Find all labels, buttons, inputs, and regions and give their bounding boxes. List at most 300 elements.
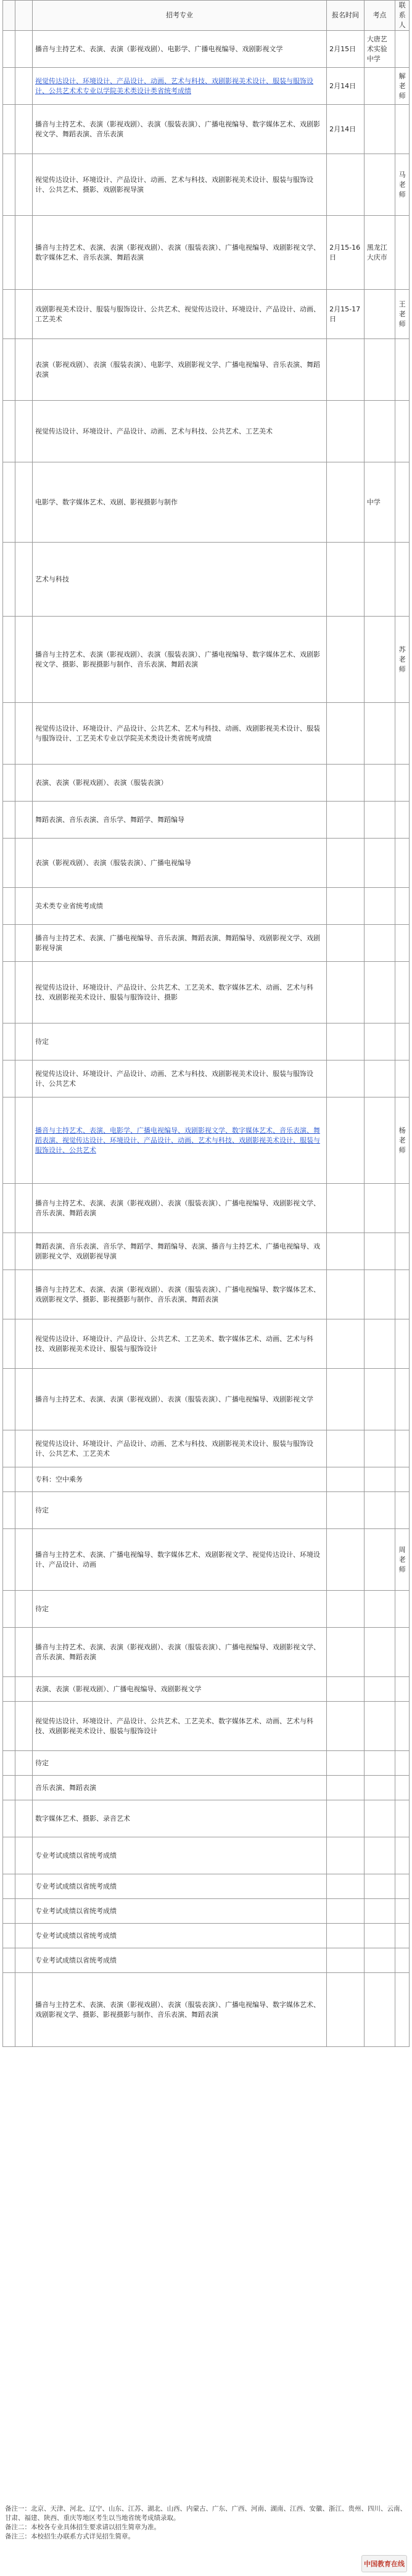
watermark-text: 中国教育在线 xyxy=(364,2560,405,2568)
row-major: 视觉传达设计、环境设计、产品设计、动画、艺术与科技、戏剧影视美术设计、服装与服饰设计、公共艺术、摄影、戏剧影视导演 xyxy=(32,154,326,216)
row-school xyxy=(15,1023,33,1060)
row-school xyxy=(15,290,33,339)
row-serial xyxy=(3,216,15,290)
row-site xyxy=(364,1270,395,1319)
row-serial xyxy=(3,617,15,703)
row-school xyxy=(15,1837,33,1874)
row-serial xyxy=(3,1369,15,1430)
table-row xyxy=(3,839,410,888)
table-row xyxy=(3,1319,410,1369)
enrollment-table xyxy=(2,0,410,2047)
row-site xyxy=(364,1097,395,1184)
row-serial xyxy=(3,703,15,765)
row-date xyxy=(327,1924,365,1948)
row-major: 播音与主持艺术、表演、广播电视编导、数字媒体艺术、戏剧影视文学、视觉传达设计、环境设计、产品设计、动画 xyxy=(32,1529,326,1591)
row-serial xyxy=(3,1751,15,1776)
row-serial xyxy=(3,1800,15,1837)
table-row xyxy=(3,1467,410,1492)
table-row xyxy=(3,339,410,401)
row-date xyxy=(327,1184,365,1233)
row-date xyxy=(327,1837,365,1874)
row-contact xyxy=(395,1467,410,1492)
row-contact: 马老师 xyxy=(395,154,410,216)
table-row xyxy=(3,703,410,765)
row-major: 视觉传达设计、环境设计、产品设计、动画、艺术与科技、戏剧影视美术设计、服装与服饰设计、公共艺术 xyxy=(32,1060,326,1097)
table-row xyxy=(3,1948,410,1973)
row-contact xyxy=(395,1184,410,1233)
row-date: 2月15-17日 xyxy=(327,290,365,339)
table-row xyxy=(3,1097,410,1184)
row-site xyxy=(364,339,395,401)
row-date xyxy=(327,1591,365,1628)
row-school xyxy=(15,1430,33,1467)
table-row xyxy=(3,1591,410,1628)
row-serial xyxy=(3,1467,15,1492)
row-date: 2月14日 xyxy=(327,68,365,105)
row-serial xyxy=(3,802,15,839)
row-major: 专业考试成绩以省统考成绩 xyxy=(32,1899,326,1924)
row-contact xyxy=(395,462,410,543)
table-row xyxy=(3,1023,410,1060)
table-row xyxy=(3,1973,410,2047)
row-school xyxy=(15,1270,33,1319)
table-row xyxy=(3,462,410,543)
row-serial xyxy=(3,154,15,216)
row-major: 视觉传达设计、环境设计、产品设计、公共艺术、工艺美术、数字媒体艺术、动画、艺术与科技、戏剧影视美术设计、服装与服饰设计 xyxy=(32,1319,326,1369)
row-site xyxy=(364,962,395,1023)
notes-section xyxy=(5,2504,407,2541)
row-contact xyxy=(395,925,410,962)
row-contact xyxy=(395,339,410,401)
table-row xyxy=(3,765,410,802)
row-date xyxy=(327,765,365,802)
row-date xyxy=(327,1677,365,1702)
row-contact xyxy=(395,1628,410,1677)
row-serial xyxy=(3,1899,15,1924)
table-row xyxy=(3,216,410,290)
table-row xyxy=(3,105,410,154)
row-date xyxy=(327,1628,365,1677)
row-serial xyxy=(3,1097,15,1184)
row-contact xyxy=(395,216,410,290)
row-major: 播音与主持艺术、表演、表演（影视戏剧）、表演（服装表演）、广播电视编导、戏剧影视文学、数字媒体艺术、音乐表演、舞蹈表演 xyxy=(32,216,326,290)
row-school xyxy=(15,216,33,290)
row-site xyxy=(364,1628,395,1677)
row-contact xyxy=(395,765,410,802)
row-site: 中学 xyxy=(364,462,395,543)
row-site xyxy=(364,1060,395,1097)
table-row xyxy=(3,1924,410,1948)
row-site: 黑龙江大庆市 xyxy=(364,216,395,290)
row-serial xyxy=(3,1948,15,1973)
row-school xyxy=(15,1751,33,1776)
row-contact xyxy=(395,1702,410,1751)
row-school xyxy=(15,1677,33,1702)
row-site xyxy=(364,1948,395,1973)
header-major: 招考专业 xyxy=(32,1,326,31)
table-row xyxy=(3,802,410,839)
row-date xyxy=(327,1899,365,1924)
row-major: 专业考试成绩以省统考成绩 xyxy=(32,1874,326,1899)
row-major: 艺术与科技 xyxy=(32,543,326,617)
row-serial xyxy=(3,68,15,105)
row-school xyxy=(15,962,33,1023)
row-contact xyxy=(395,1319,410,1369)
row-major: 舞蹈表演、音乐表演、音乐学、舞蹈学、舞蹈编导、表演、播音与主持艺术、广播电视编导、戏剧影视文学、戏剧影视导演 xyxy=(32,1233,326,1270)
row-site xyxy=(364,1369,395,1430)
row-site xyxy=(364,1924,395,1948)
row-date xyxy=(327,1751,365,1776)
row-school xyxy=(15,401,33,462)
row-major: 播音与主持艺术、表演、表演（影视戏剧）、表演（服装表演）、广播电视编导、戏剧影视文学、音乐表演、舞蹈表演 xyxy=(32,1628,326,1677)
row-date xyxy=(327,1467,365,1492)
row-major: 表演、表演（影视戏剧）、广播电视编导、戏剧影视文学 xyxy=(32,1677,326,1702)
row-serial xyxy=(3,888,15,925)
row-site: 大唐艺术实验中学 xyxy=(364,31,395,68)
row-serial xyxy=(3,1270,15,1319)
row-date xyxy=(327,925,365,962)
row-serial xyxy=(3,1677,15,1702)
row-major: 专业考试成绩以省统考成绩 xyxy=(32,1948,326,1973)
row-site xyxy=(364,1677,395,1702)
row-date xyxy=(327,154,365,216)
row-contact xyxy=(395,1800,410,1837)
row-school xyxy=(15,543,33,617)
row-date xyxy=(327,1973,365,2047)
row-major: 播音与主持艺术、表演、广播电视编导、音乐表演、舞蹈表演、舞蹈编导、戏剧影视文学、戏剧影视导演 xyxy=(32,925,326,962)
row-contact xyxy=(395,1924,410,1948)
row-school xyxy=(15,617,33,703)
row-site xyxy=(364,68,395,105)
row-site xyxy=(364,765,395,802)
row-contact xyxy=(395,1874,410,1899)
row-major: 播音与主持艺术、表演、表演（影视戏剧）、电影学、广播电视编导、戏剧影视文学 xyxy=(32,31,326,68)
row-date xyxy=(327,1800,365,1837)
row-date: 2月14日 xyxy=(327,105,365,154)
row-serial xyxy=(3,1776,15,1800)
row-contact xyxy=(395,105,410,154)
row-serial xyxy=(3,1023,15,1060)
row-serial xyxy=(3,339,15,401)
row-school xyxy=(15,1800,33,1837)
row-date xyxy=(327,1319,365,1369)
row-contact: 王老师 xyxy=(395,290,410,339)
row-contact: 周老师 xyxy=(395,1529,410,1591)
row-major: 戏剧影视美术设计、服装与服饰设计、公共艺术、视觉传达设计、环境设计、产品设计、动画、工艺美术 xyxy=(32,290,326,339)
row-contact xyxy=(395,1492,410,1529)
row-site xyxy=(364,1529,395,1591)
row-major: 播音与主持艺术、表演（影视戏剧）、表演（服装表演）、广播电视编导、数字媒体艺术、戏剧影视文学、舞蹈表演、音乐表演 xyxy=(32,105,326,154)
row-school xyxy=(15,1060,33,1097)
table-row xyxy=(3,1270,410,1319)
row-major: 播音与主持艺术、表演（影视戏剧）、表演（服装表演）、广播电视编导、数字媒体艺术、戏剧影视文学、摄影、影视摄影与制作、音乐表演、舞蹈表演 xyxy=(32,617,326,703)
row-date: 2月15日 xyxy=(327,31,365,68)
row-major: 专业考试成绩以省统考成绩 xyxy=(32,1837,326,1874)
table-row xyxy=(3,1702,410,1751)
row-contact xyxy=(395,1751,410,1776)
row-contact xyxy=(395,1948,410,1973)
table-row xyxy=(3,1874,410,1899)
row-date xyxy=(327,802,365,839)
row-site xyxy=(364,1184,395,1233)
note-line: 备注二：本校各专业具体招生要求请以招生简章为准。 xyxy=(5,2524,160,2531)
header-serial xyxy=(3,1,15,31)
row-contact: 杨老师 xyxy=(395,1097,410,1184)
row-major: 视觉传达设计、环境设计、产品设计、动画、艺术与科技、公共艺术、工艺美术 xyxy=(32,401,326,462)
row-school xyxy=(15,888,33,925)
row-serial xyxy=(3,401,15,462)
header-date: 报名时间 xyxy=(327,1,365,31)
row-school xyxy=(15,1319,33,1369)
row-date xyxy=(327,703,365,765)
row-date xyxy=(327,1369,365,1430)
row-major: 待定 xyxy=(32,1591,326,1628)
row-contact xyxy=(395,1973,410,2047)
row-date xyxy=(327,339,365,401)
note-line: 备注三：本校招生办联系方式详见招生简章。 xyxy=(5,2533,134,2540)
row-date xyxy=(327,462,365,543)
row-contact xyxy=(395,1369,410,1430)
row-site xyxy=(364,703,395,765)
row-site xyxy=(364,1591,395,1628)
row-major[interactable]: 播音与主持艺术、表演、电影学、广播电视编导、戏剧影视文学、数字媒体艺术、音乐表演、舞蹈表演、视觉传达设计、环境设计、产品设计、动画、艺术与科技、戏剧影视美术设计、服装与服饰设计、公共艺术 xyxy=(32,1097,326,1184)
row-school xyxy=(15,703,33,765)
row-date xyxy=(327,1948,365,1973)
row-site xyxy=(364,1319,395,1369)
row-serial xyxy=(3,462,15,543)
table-header-row xyxy=(3,1,410,31)
row-school xyxy=(15,1628,33,1677)
row-date xyxy=(327,888,365,925)
row-serial xyxy=(3,1060,15,1097)
row-school xyxy=(15,1874,33,1899)
row-contact xyxy=(395,401,410,462)
row-school xyxy=(15,1591,33,1628)
row-major: 视觉传达设计、环境设计、产品设计、公共艺术、工艺美术、数字媒体艺术、动画、艺术与科技、戏剧影视美术设计、服装与服饰设计、摄影 xyxy=(32,962,326,1023)
row-contact xyxy=(395,1270,410,1319)
table-row xyxy=(3,1800,410,1837)
row-major[interactable]: 视觉传达设计、环境设计、产品设计、动画、艺术与科技、戏剧影视美术设计、服装与服饰设计、公共艺术术专业以学院美术类设计类省统考成绩 xyxy=(32,68,326,105)
table-row xyxy=(3,31,410,68)
row-contact xyxy=(395,1837,410,1874)
row-school xyxy=(15,154,33,216)
row-date xyxy=(327,1874,365,1899)
row-site xyxy=(364,1023,395,1060)
row-date xyxy=(327,1702,365,1751)
header-site: 考点 xyxy=(364,1,395,31)
row-date xyxy=(327,1430,365,1467)
table-row xyxy=(3,68,410,105)
row-contact xyxy=(395,1430,410,1467)
row-site xyxy=(364,105,395,154)
row-date xyxy=(327,839,365,888)
row-site xyxy=(364,290,395,339)
row-major: 视觉传达设计、环境设计、产品设计、公共艺术、工艺美术、数字媒体艺术、动画、艺术与科技、戏剧影视美术设计、服装与服饰设计 xyxy=(32,1702,326,1751)
row-school xyxy=(15,925,33,962)
table-row xyxy=(3,1751,410,1776)
row-contact xyxy=(395,802,410,839)
row-contact xyxy=(395,703,410,765)
row-school xyxy=(15,31,33,68)
row-serial xyxy=(3,1973,15,2047)
row-serial xyxy=(3,1591,15,1628)
row-major: 音乐表演、舞蹈表演 xyxy=(32,1776,326,1800)
row-site xyxy=(364,1800,395,1837)
row-date xyxy=(327,1023,365,1060)
row-major: 表演（影视戏剧）、表演（服装表演）、广播电视编导 xyxy=(32,839,326,888)
row-site xyxy=(364,1467,395,1492)
row-school xyxy=(15,1702,33,1751)
row-site xyxy=(364,1702,395,1751)
row-school xyxy=(15,1924,33,1948)
row-serial xyxy=(3,1628,15,1677)
row-contact xyxy=(395,1899,410,1924)
table-row xyxy=(3,1184,410,1233)
row-date xyxy=(327,1492,365,1529)
row-major: 电影学、数字媒体艺术、戏剧、影视摄影与制作 xyxy=(32,462,326,543)
row-school xyxy=(15,339,33,401)
row-site xyxy=(364,401,395,462)
row-school xyxy=(15,1369,33,1430)
row-school xyxy=(15,839,33,888)
row-serial xyxy=(3,839,15,888)
row-serial xyxy=(3,1529,15,1591)
row-serial xyxy=(3,290,15,339)
row-school xyxy=(15,462,33,543)
table-row xyxy=(3,962,410,1023)
row-serial xyxy=(3,925,15,962)
table-row xyxy=(3,1060,410,1097)
table-body xyxy=(3,31,410,2047)
row-major: 专科：空中乘务 xyxy=(32,1467,326,1492)
row-major: 待定 xyxy=(32,1492,326,1529)
table-row xyxy=(3,154,410,216)
row-date xyxy=(327,1529,365,1591)
table-row xyxy=(3,1233,410,1270)
table-row xyxy=(3,1837,410,1874)
row-site xyxy=(364,1751,395,1776)
row-contact xyxy=(395,1060,410,1097)
row-major: 美术类专业省统考成绩 xyxy=(32,888,326,925)
row-school xyxy=(15,1776,33,1800)
row-site xyxy=(364,839,395,888)
row-site xyxy=(364,1430,395,1467)
row-contact xyxy=(395,962,410,1023)
row-serial xyxy=(3,1184,15,1233)
row-contact xyxy=(395,1591,410,1628)
row-contact xyxy=(395,888,410,925)
table-row xyxy=(3,1492,410,1529)
row-date xyxy=(327,617,365,703)
row-major: 播音与主持艺术、表演、表演（影视戏剧）、表演（服装表演）、广播电视编导、戏剧影视文学 xyxy=(32,1369,326,1430)
table-row xyxy=(3,925,410,962)
row-major: 待定 xyxy=(32,1751,326,1776)
row-site xyxy=(364,617,395,703)
row-date xyxy=(327,1270,365,1319)
row-serial xyxy=(3,543,15,617)
row-school xyxy=(15,1233,33,1270)
row-serial xyxy=(3,1924,15,1948)
row-serial xyxy=(3,1837,15,1874)
table-row xyxy=(3,1628,410,1677)
row-school xyxy=(15,1184,33,1233)
row-contact: 解老师 xyxy=(395,68,410,105)
row-school xyxy=(15,1948,33,1973)
row-serial xyxy=(3,1319,15,1369)
row-site xyxy=(364,1899,395,1924)
row-site xyxy=(364,1973,395,2047)
row-major: 数字媒体艺术、摄影、录音艺术 xyxy=(32,1800,326,1837)
row-contact xyxy=(395,1023,410,1060)
watermark-logo xyxy=(361,2555,407,2572)
row-contact: 苏老师 xyxy=(395,617,410,703)
row-school xyxy=(15,1467,33,1492)
row-contact xyxy=(395,1776,410,1800)
note-line: 备注一：北京、天津、河北、辽宁、山东、江苏、湖北、山西、内蒙古、广东、广西、河南、湖南、江西、安徽、浙江、贵州、四川、云南、甘肃、福建、陕西、重庆等地区考生以当地省统考成绩录取。 xyxy=(5,2505,406,2522)
row-serial xyxy=(3,1430,15,1467)
row-major: 舞蹈表演、音乐表演、音乐学、舞蹈学、舞蹈编导 xyxy=(32,802,326,839)
row-major: 播音与主持艺术、表演、表演（影视戏剧）、表演（服装表演）、广播电视编导、数字媒体艺术、戏剧影视文学、摄影、影视摄影与制作、音乐表演、舞蹈表演 xyxy=(32,1270,326,1319)
row-school xyxy=(15,1973,33,2047)
row-site xyxy=(364,925,395,962)
row-serial xyxy=(3,1233,15,1270)
row-contact xyxy=(395,543,410,617)
row-school xyxy=(15,1492,33,1529)
row-date xyxy=(327,1097,365,1184)
row-major: 播音与主持艺术、表演、表演（影视戏剧）、表演（服装表演）、广播电视编导、戏剧影视文学、音乐表演、舞蹈表演 xyxy=(32,1184,326,1233)
row-school xyxy=(15,1899,33,1924)
table-row xyxy=(3,888,410,925)
row-site xyxy=(364,1837,395,1874)
row-date xyxy=(327,1233,365,1270)
row-school xyxy=(15,765,33,802)
row-date xyxy=(327,543,365,617)
table-row xyxy=(3,401,410,462)
row-serial xyxy=(3,765,15,802)
row-serial xyxy=(3,962,15,1023)
row-school xyxy=(15,68,33,105)
row-site xyxy=(364,1776,395,1800)
table-row xyxy=(3,1430,410,1467)
row-site xyxy=(364,154,395,216)
row-school xyxy=(15,802,33,839)
row-major: 视觉传达设计、环境设计、产品设计、公共艺术、艺术与科技、动画、戏剧影视美术设计、服装与服饰设计、工艺美术专业以学院美术类设计类省统考成绩 xyxy=(32,703,326,765)
row-date xyxy=(327,1776,365,1800)
row-serial xyxy=(3,31,15,68)
table-row xyxy=(3,1899,410,1924)
row-date: 2月15-16日 xyxy=(327,216,365,290)
row-school xyxy=(15,1097,33,1184)
row-contact xyxy=(395,1677,410,1702)
row-site xyxy=(364,888,395,925)
table-row xyxy=(3,617,410,703)
row-school xyxy=(15,1529,33,1591)
row-major: 表演、表演（影视戏剧）、表演（服装表演） xyxy=(32,765,326,802)
row-site xyxy=(364,1874,395,1899)
row-serial xyxy=(3,1874,15,1899)
table-row xyxy=(3,1776,410,1800)
row-major: 待定 xyxy=(32,1023,326,1060)
row-major: 表演（影视戏剧）、表演（服装表演）、电影学、戏剧影视文学、广播电视编导、音乐表演、舞蹈表演 xyxy=(32,339,326,401)
table-row xyxy=(3,1529,410,1591)
row-serial xyxy=(3,105,15,154)
row-site xyxy=(364,802,395,839)
row-site xyxy=(364,543,395,617)
row-contact xyxy=(395,1233,410,1270)
row-serial xyxy=(3,1492,15,1529)
row-school xyxy=(15,105,33,154)
header-school xyxy=(15,1,33,31)
